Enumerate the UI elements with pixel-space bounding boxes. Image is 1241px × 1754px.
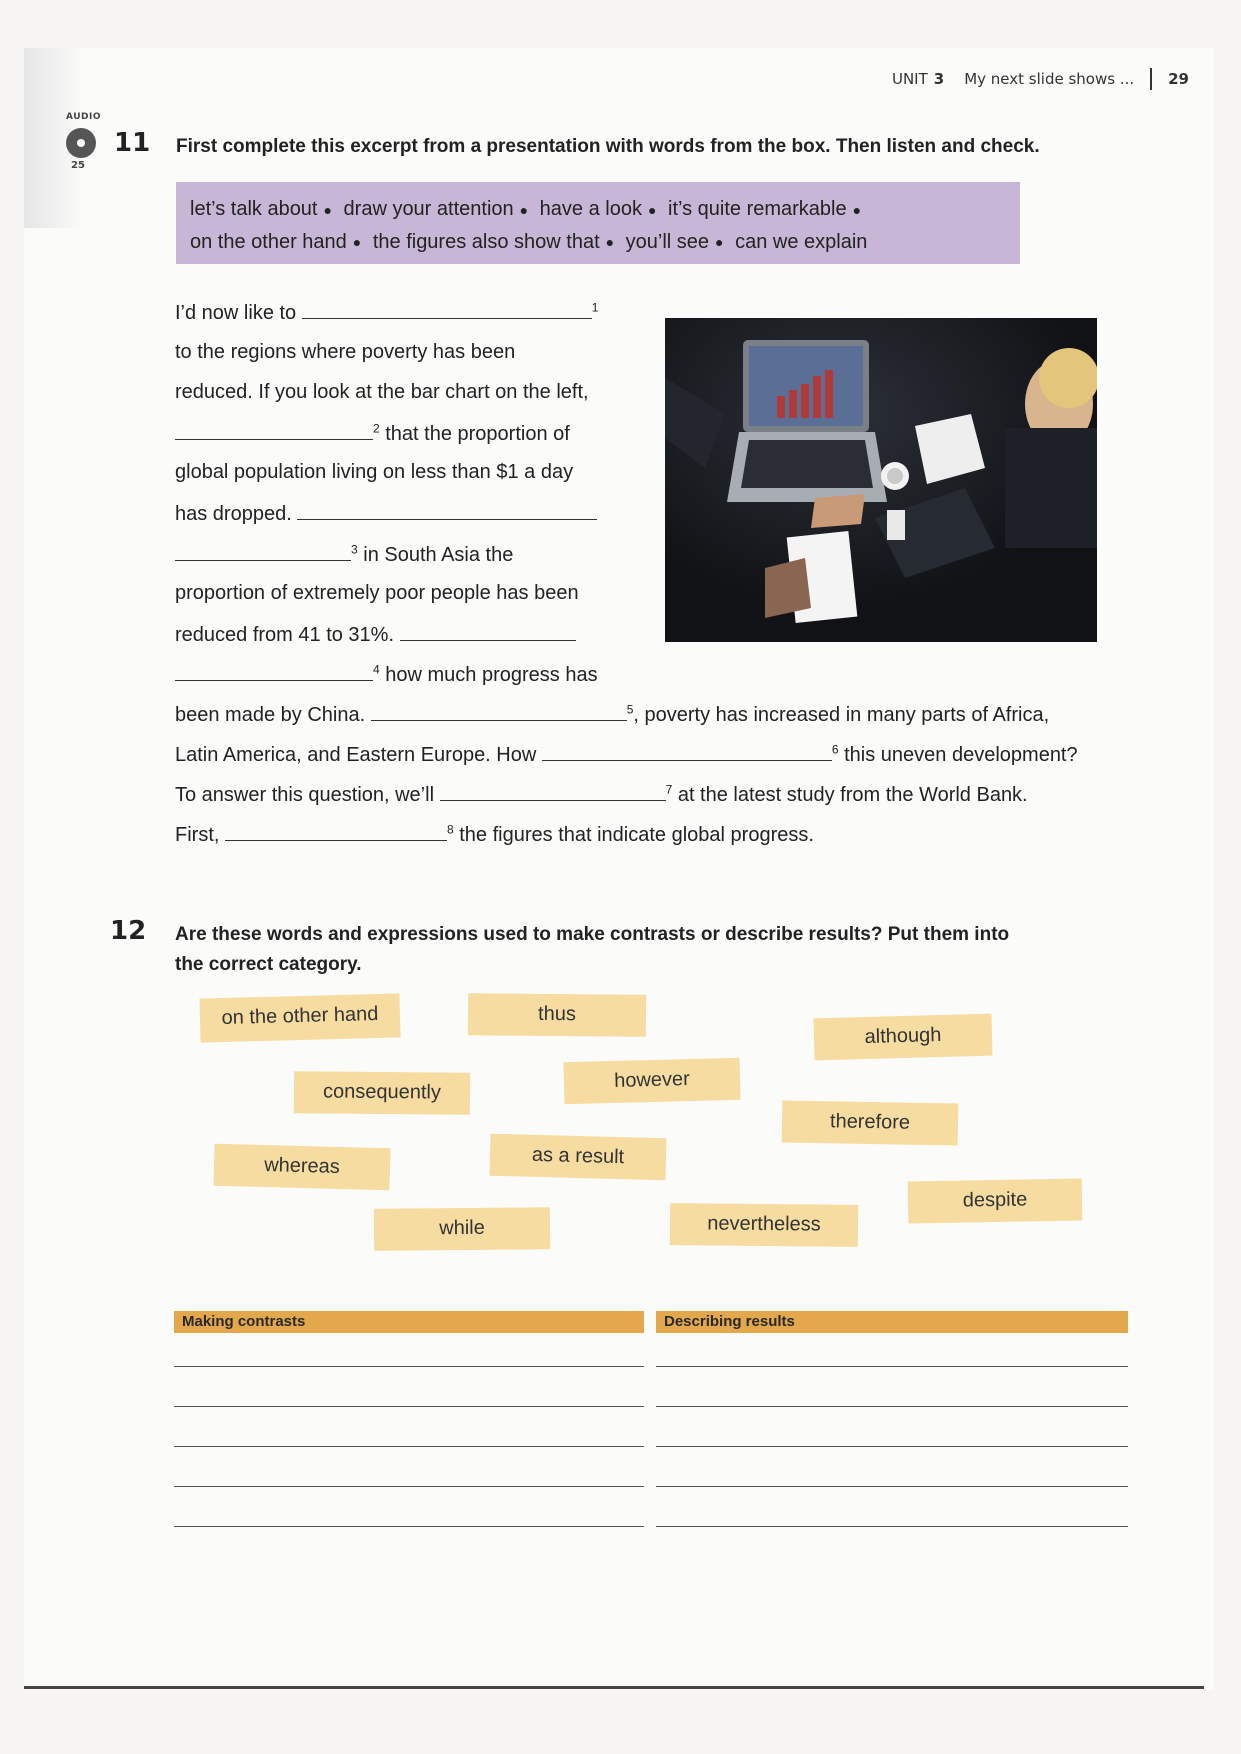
answer-line-results[interactable] — [656, 1526, 1128, 1527]
page-sheet — [24, 48, 1214, 1690]
word-tag[interactable]: therefore — [782, 1100, 959, 1145]
word-tag[interactable]: although — [813, 1014, 992, 1061]
audio-label: AUDIO — [66, 112, 101, 122]
answer-line-contrasts[interactable] — [174, 1486, 644, 1487]
word-box — [176, 182, 1020, 264]
unit-number: 3 — [933, 70, 945, 88]
word-box-line-2: on the other hand ● the figures also show that ● you’ll see ● can we explain — [190, 230, 868, 253]
answer-line-contrasts[interactable] — [174, 1406, 644, 1407]
box-item: let’s talk about — [190, 198, 318, 220]
running-header — [892, 68, 1189, 90]
meeting-photo — [665, 318, 1097, 642]
box-item: can we explain — [735, 230, 868, 253]
audio-track-number: 25 — [71, 160, 85, 171]
passage-line: reduced from 41 to 31%. — [175, 622, 576, 647]
word-tag[interactable]: however — [563, 1058, 740, 1105]
box-item: you’ll see — [625, 230, 710, 253]
exercise-12-instruction-line-2: the correct category. — [175, 954, 362, 975]
column-header-contrasts: Making contrasts — [174, 1311, 644, 1333]
unit-title: My next slide shows ... — [964, 70, 1135, 88]
gap-5[interactable] — [371, 702, 627, 721]
passage-line: global population living on less than $1 a day — [175, 461, 574, 483]
passage-line: Latin America, and Eastern Europe. How $^6$ this uneven development? — [175, 742, 1078, 766]
answer-line-results[interactable] — [656, 1446, 1128, 1447]
word-tag[interactable]: on the other hand — [199, 993, 400, 1042]
passage-line: $^3$ in South Asia the — [175, 542, 513, 567]
page-number: 29 — [1168, 70, 1189, 88]
exercise-12-instruction-line-1: Are these words and expressions used to make contrasts or describe results? Put them into — [175, 924, 1010, 945]
gap-1[interactable] — [302, 300, 592, 319]
passage-line: proportion of extremely poor people has been — [175, 582, 579, 604]
exercise-11-instruction: First complete this excerpt from a presentation with words from the box. Then listen and check. — [176, 136, 1040, 157]
word-tag[interactable]: whereas — [213, 1144, 390, 1191]
gap-2[interactable] — [175, 421, 373, 440]
answer-line-contrasts[interactable] — [174, 1366, 644, 1367]
exercise-12-number: 12 — [110, 916, 147, 946]
passage-line: First, $^8$ the figures that indicate global progress. — [175, 822, 814, 846]
passage-line: $^2$ that the proportion of — [175, 421, 570, 446]
word-tag[interactable]: while — [374, 1207, 550, 1251]
passage-line: reduced. If you look at the bar chart on the left, — [175, 381, 589, 403]
word-tag[interactable]: nevertheless — [670, 1203, 858, 1247]
passage-line: has dropped. — [175, 501, 597, 526]
meeting-photo-illustration — [665, 318, 1097, 642]
gap-4-end[interactable] — [175, 662, 373, 681]
passage-line: $^4$ how much progress has — [175, 662, 598, 687]
audio-disc-icon[interactable] — [66, 128, 96, 158]
answer-line-contrasts[interactable] — [174, 1526, 644, 1527]
header-divider — [1150, 68, 1152, 90]
exercise-11-number: 11 — [114, 128, 151, 158]
word-tag[interactable]: despite — [908, 1178, 1083, 1223]
word-tag[interactable]: as a result — [489, 1134, 666, 1181]
gap-7[interactable] — [440, 782, 666, 801]
word-tag[interactable]: thus — [468, 993, 646, 1037]
passage-line: been made by China. $^5$, poverty has increased in many parts of Africa, — [175, 702, 1050, 726]
passage-line: To answer this question, we’ll $^7$ at the latest study from the World Bank. — [175, 782, 1028, 806]
box-item: it’s quite remarkable — [668, 198, 847, 220]
gap-4-start[interactable] — [400, 622, 576, 641]
gap-6[interactable] — [542, 742, 832, 761]
page-bottom-rule — [24, 1686, 1204, 1689]
answer-line-results[interactable] — [656, 1486, 1128, 1487]
gap-8[interactable] — [225, 822, 447, 841]
gap-3-end[interactable] — [175, 542, 351, 561]
answer-line-results[interactable] — [656, 1406, 1128, 1407]
word-tag[interactable]: consequently — [294, 1071, 470, 1115]
gap-3-start[interactable] — [297, 501, 597, 520]
word-box-line-1: let’s talk about ● draw your attention ● have a look ● it’s quite remarkable ● — [190, 198, 862, 220]
answer-line-contrasts[interactable] — [174, 1446, 644, 1447]
box-item: on the other hand — [190, 230, 347, 253]
unit-label: UNIT — [891, 70, 928, 88]
answer-line-results[interactable] — [656, 1366, 1128, 1367]
box-item: have a look — [539, 198, 642, 220]
box-item: the figures also show that — [372, 230, 600, 253]
column-header-results: Describing results — [656, 1311, 1128, 1333]
passage-line: to the regions where poverty has been — [175, 341, 516, 363]
box-item: draw your attention — [343, 198, 514, 220]
passage-line: I’d now like to $^1$ — [175, 300, 599, 324]
